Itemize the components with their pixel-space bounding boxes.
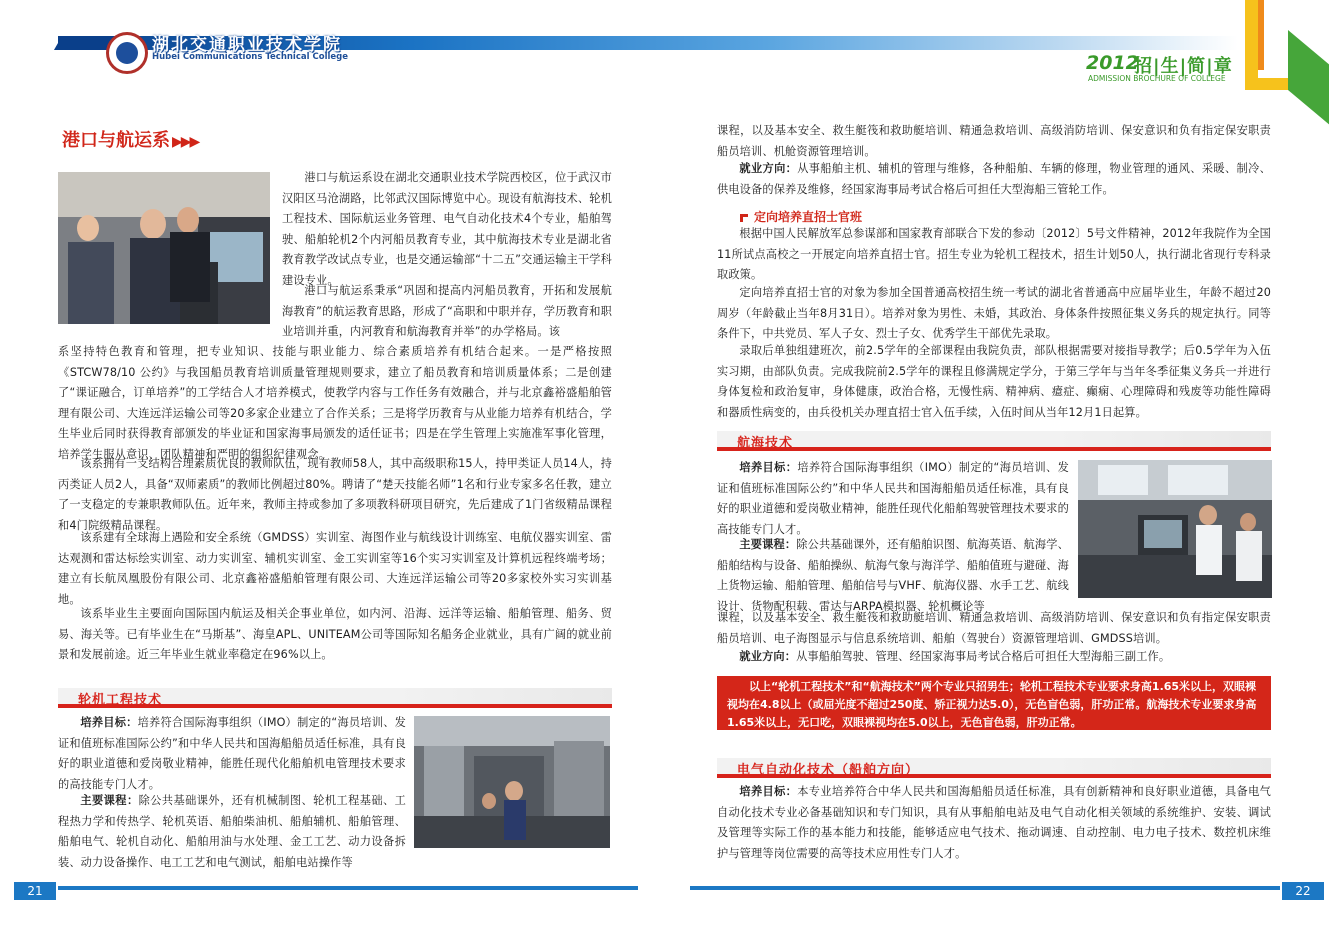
photo-simulator-visit — [58, 172, 270, 324]
footer-rule-right — [690, 886, 1280, 890]
section-header-electrical-automation-text: 电气自动化技术（船舶方向） — [737, 763, 920, 778]
marine-engineering-courses-cont: 课程，以及基本安全、救生艇筏和救助艇培训、精通急救培训、高级消防培训、保安意识和负有指定保安职责船员培训、机舱资源管理培训。 — [717, 124, 1271, 158]
marine-engineering-goal — [58, 713, 406, 795]
section-header-marine-engineering-text: 轮机工程技术 — [78, 693, 163, 708]
page-number-left: 21 — [14, 882, 56, 900]
intro-paragraph-2b: 系坚持特色教育和管理，把专业知识、技能与职业能力、综合素质培养有机结合起来。一是严格按照《STCW78/10 公约》与我国船员教育培训质量管理规则要求，建立了船员教育和培训质量体系；二是创建了“课证融合，订单培养”的工学结合人才培养模式，使教学内容与工作任务有效融合，并与北京鑫裕盛船舶管理有限公司、大连远洋运输公司等20多家企业建立了合作关系；三是将学历教育与从业能力培养有机结合，学生毕业后同时获得教育部颁发的毕业证和国家海事局颁发的适任证书；四是在学生管理上实施准军事化管理，培养学生服从意识、团队精神和严明的组织纪律观念。 — [58, 345, 612, 461]
courses-text: 除公共基础课外，还有机械制图、轮机工程基础、工程热力学和传热学、轮机英语、船舶柴油机、船舶辅机、船舶管理、船舶电气、轮机自动化、船舶用油与水处理、金工工艺、动力设备拆装、动力设备操作、电工工艺和电气测试，船舶电站操作等 — [58, 794, 406, 869]
goal-label: 培养目标： — [80, 716, 138, 729]
navigation-courses-cont: 课程，以及基本安全、救生艇筏和救助艇培训、精通急救培训、高级消防培训、保安意识和负有指定保安职责船员培训、电子海图显示与信息系统培训、船舶（驾驶台）资源管理培训、GMDSS培训。 — [717, 611, 1271, 645]
section-header-navigation-text: 航海技术 — [737, 436, 794, 451]
corner-decoration-yellow — [1245, 0, 1258, 90]
brochure-year: 2012 — [1086, 52, 1139, 74]
goal-text: 培养符合国际海事组织（IMO）制定的“海员培训、发证和值班标准国际公约”和中华人民共和国海船船员适任标准，具有良好的职业道德和爱岗敬业精神，能胜任现代化船舶驾驶管理技术要求的高技能专门人才。 — [717, 461, 1069, 536]
admission-requirements-notice — [717, 676, 1271, 730]
photo-bridge-simulator — [1078, 460, 1272, 598]
facilities-paragraph: 该系建有全球海上遇险和安全系统（GMDSS）实训室、海图作业与航线设计训练室、电航仪器实训室、雷达观测和雷达标绘实训室、动力实训室、辅机实训室、金工实训室等16个实习实训室及计算机远程终端考场；建立有长航凤凰股份有限公司、北京鑫裕盛船舶管理有限公司、大连远洋运输公司等20多家校外实习实训基地。 — [58, 531, 612, 606]
intro-paragraph-1: 港口与航运系设在湖北交通职业技术学院西校区，位于武汉市汉阳区马沧湖路，比邻武汉国际博览中心。现设有航海技术、轮机工程技术、国际航运业务管理、电气自动化技术4个专业，船舶驾驶、船舶轮机2个内河船员教育专业，其中航海技术专业是湖北省教育教学改试点专业，也是交通运输部“十二五”交通运输主干学科建设专业。 — [282, 171, 612, 287]
sergeant-program-heading-text: 定向培养直招士官班 — [754, 210, 863, 224]
footer-rule-left — [58, 886, 638, 890]
courses-label: 主要课程： — [80, 794, 139, 807]
sergeant-program-heading — [740, 208, 862, 225]
career-label: 就业方向： — [739, 650, 797, 663]
goal-text: 培养符合国际海事组织（IMO）制定的“海员培训、发证和值班标准国际公约”和中华人民共和国海船船员适任标准，具有良好的职业道德和爱岗敬业精神，能胜任现代化船舶机电管理技术要求的高技能专门人才。 — [58, 716, 406, 791]
career-text: 从事船舶主机、辅机的管理与维修，各种船舶、车辆的修理，物业管理的通风、采暖、制冷、供电设备的保养及维修，经国家海事局考试合格后可担任大型海船三管轮工作。 — [717, 162, 1271, 196]
goal-label: 培养目标： — [739, 461, 798, 474]
sergeant-paragraph-2: 定向培养直招士官的对象为参加全国普通高校招生统一考试的湖北省普通高中应届毕业生，年龄不超过20周岁（年龄截止当年8月31日）。培养对象为男性、未婚，其政治、身体条件按照征集义务兵的规定执行。同等条件下，中共党员、军人子女、烈士子女、优秀学生干部优先录取。 — [717, 286, 1271, 341]
navigation-courses — [717, 535, 1069, 617]
marine-engineering-courses — [58, 791, 406, 873]
corner-decoration-green — [1288, 30, 1329, 124]
page-number-right: 22 — [1282, 882, 1324, 900]
department-title-text: 港口与航运系 — [62, 130, 170, 151]
corner-bracket-icon — [740, 214, 748, 222]
brochure-title: 招|生|简|章 — [1134, 56, 1233, 77]
intro-paragraph-2a: 港口与航运系秉承“巩固和提高内河船员教育，开拓和发展航海教育”的航运教育思路，形成了“高职和中职并存，学历教育和职业培训并重，内河教育和航海教育并举”的办学格局。该 — [282, 284, 612, 339]
faculty-paragraph: 该系拥有一支结构合理素质优良的教师队伍，现有教师58人，其中高级职称15人，持甲类证人员14人，持丙类证人员2人，具备“双师素质”的教师比例超过80%。聘请了“楚天技能名师”1名和行业专家多名任教，建立了一支稳定的专兼职教师队伍。近年来，教师主持或参加了多项教科研项目研究，先后建成了1门省级精品课程和4门院级精品课程。 — [58, 457, 612, 532]
sergeant-paragraph-1: 根据中国人民解放军总参谋部和国家教育部联合下发的参动〔2012〕5号文件精神，2012年我院作为全国11所试点高校之一开展定向培养直招士官。招生专业为轮机工程技术，招生计划50人，执行湖北省现行专科录取政策。 — [717, 227, 1271, 282]
courses-text: 除公共基础课外，还有船舶识图、航海英语、航海学、船舶结构与设备、船舶操纵、航海气象与海洋学、船舶值班与避碰、海上货物运输、船舶管理、船舶信号与VHF、航海仪器、水手工艺、航线设计、货物配积载、雷达与ARPA模拟器、轮机概论等 — [717, 538, 1069, 613]
section-header-marine-engineering — [58, 688, 612, 708]
employment-paragraph: 该系毕业生主要面向国际国内航运及相关企事业单位，如内河、沿海、远洋等运输、船舶管理、船务、贸易、海关等。已有毕业生在“马斯基”、海皇APL、UNITEAM公司等国际知名船务企业就业，具有广阔的就业前景和发展前途。近三年毕业生就业率稳定在96%以上。 — [58, 607, 612, 662]
school-name-cn: 湖北交通职业技术学院 — [152, 35, 342, 55]
photo-engine-room — [414, 716, 610, 848]
career-text: 从事船舶驾驶、管理、经国家海事局考试合格后可担任大型海船三副工作。 — [796, 650, 1171, 663]
marine-engineering-career — [717, 159, 1271, 200]
corner-decoration-orange — [1258, 0, 1264, 70]
electrical-automation-goal — [717, 782, 1271, 864]
brochure-subtitle: ADMISSION BROCHURE OF COLLEGE — [1088, 74, 1226, 83]
goal-label: 培养目标： — [739, 785, 798, 798]
section-header-navigation — [717, 431, 1271, 451]
courses-label: 主要课程： — [739, 538, 797, 551]
notice-text: 以上“轮机工程技术”和“航海技术”两个专业只招男生；轮机工程技术专业要求身高1.65米以上，双眼裸视均在4.8以上（或屈光度不超过250度、矫正视力达5.0），无色盲色弱，肝功正常。航海技术专业要求身高1.65米以上，无口吃，双眼裸视均在5.0以上，无色盲色弱，肝功正常。 — [727, 680, 1257, 729]
department-title — [62, 126, 198, 152]
triple-arrow-icon: ▶▶▶ — [172, 134, 199, 150]
navigation-goal — [717, 458, 1069, 540]
goal-text: 本专业培养符合中华人民共和国海船船员适任标准，具有创新精神和良好职业道德，具备电气自动化技术专业必备基础知识和专门知识，具有从事船舶电站及电气自动化相关领域的系统维护、安装、调试及管理等实际工作的基本能力和技能，能够适应电气技术、拖动调速、自动控制、电力电子技术、数控机床维护与管理等岗位需要的高等技术应用性专门人才。 — [717, 785, 1271, 860]
navigation-career — [717, 647, 1271, 668]
school-name-en: Hubei Communications Technical College — [152, 52, 349, 62]
section-header-electrical-automation — [717, 758, 1271, 778]
college-logo-center — [116, 42, 138, 64]
sergeant-paragraph-3: 录取后单独组建班次，前2.5学年的全部课程由我院负责，部队根据需要对接指导教学；后0.5学年为入伍实习期，由部队负责。完成我院前2.5学年的课程且修满规定学分，于第三学年与当年冬季征集义务兵一并进行身体复检和政治复审，身体健康，政治合格，无慢性病、精神病、癔症、癫痫、心理障碍和残废等功能性障碍和器质性病变的，由兵役机关办理直招士官入伍手续，入伍时间从当年12月1日起算。 — [717, 344, 1271, 419]
career-label: 就业方向： — [739, 162, 798, 175]
